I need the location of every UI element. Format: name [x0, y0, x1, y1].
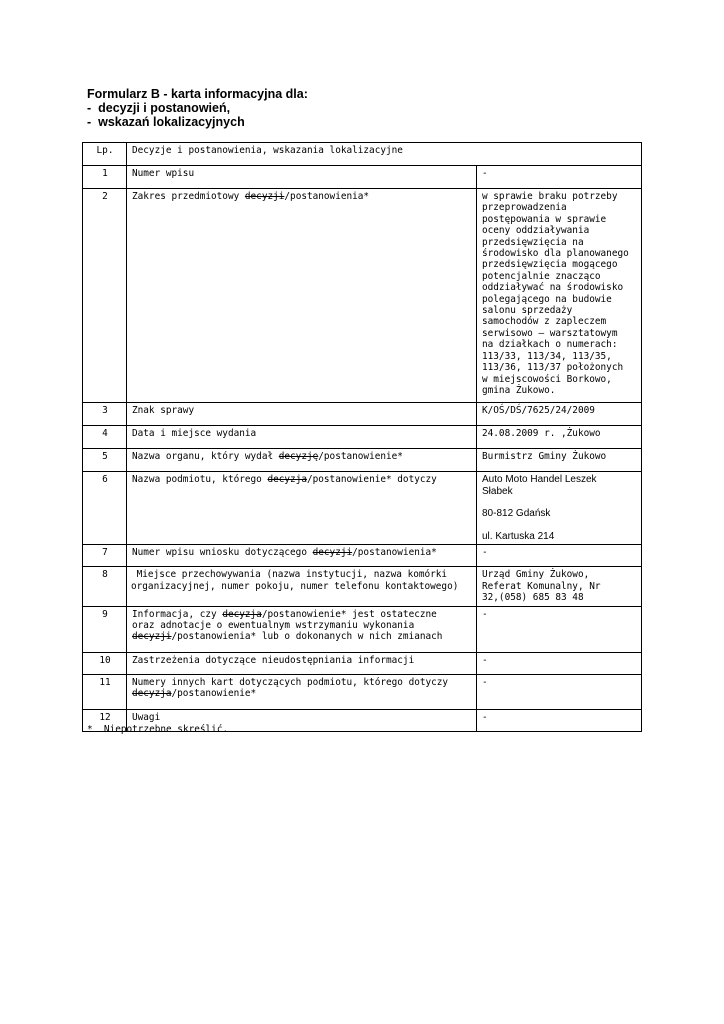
row-value: - [477, 166, 642, 189]
value-line: Urząd Gminy Żukowo, [482, 569, 590, 581]
address-line: Auto Moto Handel Leszek [482, 474, 597, 485]
table-row [83, 166, 642, 189]
row-label [127, 674, 477, 709]
label-text: /postanowienia* [284, 191, 370, 202]
value-line: przedsięwzięcia mogącego [482, 259, 618, 271]
value-line: salonu sprzedaży [482, 305, 573, 317]
row-number: 1 [83, 166, 127, 189]
value-line: 113/33, 113/34, 113/35, [482, 350, 612, 362]
row-number: 5 [83, 449, 127, 472]
label-text: Nazwa podmiotu, którego [132, 474, 268, 485]
header-lp: Lp. [83, 143, 127, 166]
value-line: serwisowo – warsztatowym [482, 327, 618, 339]
row-label: Data i miejsce wydania [127, 426, 477, 449]
label-line: Miejsce przechowywania (nazwa instytucji, nazwa komórki [131, 569, 448, 581]
row-label [127, 449, 477, 472]
row-label [127, 189, 477, 403]
row-value: K/OŚ/DŚ/7625/24/2009 [477, 403, 642, 426]
row-label: Znak sprawy [127, 403, 477, 426]
label-line: Numery innych kart dotyczących podmiotu, którego dotyczy [132, 676, 449, 688]
value-line: potencjalnie znacząco [482, 270, 601, 282]
address-line: 80-812 Gdańsk [482, 508, 551, 520]
label-text: /postanowienie* [171, 688, 257, 699]
label-text: /postanowienia* lub o dokonanych w nich zmianach [171, 631, 443, 643]
label-line: organizacyjnej, numer pokoju, numer telefonu kontaktowego) [131, 580, 459, 592]
row-number: 3 [83, 403, 127, 426]
value-line: postępowania w sprawie [482, 213, 607, 225]
title-line-3: - wskazań lokalizacyjnych [87, 115, 245, 130]
row-value: - [477, 709, 642, 731]
value-line: gmina Żukowo. [482, 384, 556, 396]
label-line [132, 688, 472, 699]
row-label [127, 545, 477, 567]
header-title: Decyzje i postanowienia, wskazania lokalizacyjne [127, 143, 642, 166]
spacer [482, 497, 637, 508]
value-line: Referat Komunalny, Nr [482, 580, 601, 592]
row-value: - [477, 606, 642, 652]
row-value: - [477, 652, 642, 674]
form-title [87, 87, 308, 130]
value-line: przedsięwzięcia na [482, 236, 584, 248]
table-row [83, 472, 642, 545]
row-value [477, 189, 642, 403]
row-number: 2 [83, 189, 127, 403]
value-line: przeprowadzenia [482, 202, 567, 214]
row-number: 4 [83, 426, 127, 449]
struck-word: decyzja [132, 688, 172, 699]
table-header-row [83, 143, 642, 166]
label-line: oraz adnotacje o ewentualnym wstrzymaniu wykonania [132, 620, 415, 631]
row-number: 6 [83, 472, 127, 545]
title-line-1: Formularz B - karta informacyjna dla: [87, 87, 308, 101]
struck-word: decyzji [312, 547, 353, 559]
row-label [127, 606, 477, 652]
row-value: - [477, 674, 642, 709]
table-row [83, 403, 642, 426]
value-line: środowisko dla planowanego [482, 248, 629, 260]
table-row [83, 652, 642, 674]
struck-word: decyzja [222, 608, 262, 620]
label-text: Numer wpisu wniosku dotyczącego [132, 547, 313, 559]
row-value: 24.08.2009 r. ,Żukowo [477, 426, 642, 449]
row-label: Uwagi [127, 709, 477, 731]
row-number: 7 [83, 545, 127, 567]
row-number: 8 [83, 567, 127, 606]
table-row [83, 567, 642, 606]
row-label [127, 472, 477, 545]
label-text: Nazwa organu, który wydał [132, 451, 279, 462]
value-line: samochodów z zapleczem [482, 316, 607, 328]
footnote: * Niepotrzebne skreślić. [87, 724, 229, 735]
row-value [477, 472, 642, 545]
value-line: polegającego na budowie [482, 293, 612, 305]
table-row [83, 545, 642, 567]
struck-word: decyzji [244, 191, 285, 202]
value-line: na działkach o numerach: [482, 339, 618, 351]
value-line: 32,(058) 685 83 48 [482, 592, 584, 604]
row-value [477, 567, 642, 606]
label-text: Zakres przedmiotowy [132, 191, 245, 202]
table-row [83, 189, 642, 403]
row-number: 11 [83, 674, 127, 709]
value-line: oceny oddziaływania [482, 225, 590, 237]
info-table [82, 142, 642, 732]
title-line-2: - decyzji i postanowień, [87, 101, 231, 116]
struck-word: decyzji [132, 631, 172, 643]
row-label [127, 567, 477, 606]
struck-word: decyzja [267, 474, 307, 485]
struck-word: decyzję [278, 451, 319, 462]
label-text: /postanowienie* dotyczy [306, 474, 437, 485]
label-line [132, 631, 472, 642]
value-line: 113/36, 113/37 położonych [482, 362, 624, 374]
label-line [132, 609, 472, 620]
table-row [83, 426, 642, 449]
value-line: w miejscowości Borkowo, [482, 373, 612, 385]
spacer [482, 520, 637, 531]
address-line: Słabek [482, 485, 513, 497]
row-label: Numer wpisu [127, 166, 477, 189]
label-text: Informacja, czy [132, 608, 223, 620]
address-line: ul. Kartuska 214 [482, 530, 555, 542]
row-value: - [477, 545, 642, 567]
row-label: Zastrzeżenia dotyczące nieudostępniania informacji [127, 652, 477, 674]
table-row [83, 606, 642, 652]
label-text: /postanowienia* [352, 547, 437, 559]
row-value: Burmistrz Gminy Żukowo [477, 449, 642, 472]
value-line: w sprawie braku potrzeby [482, 191, 618, 202]
table-row [83, 449, 642, 472]
table-row [83, 674, 642, 709]
label-text: /postanowienie* [318, 451, 403, 462]
row-number: 10 [83, 652, 127, 674]
label-text: /postanowienie* jest ostateczne [261, 608, 437, 620]
row-number: 12 [83, 709, 127, 731]
row-number: 9 [83, 606, 127, 652]
value-line: oddziaływać na środowisko [482, 282, 624, 294]
